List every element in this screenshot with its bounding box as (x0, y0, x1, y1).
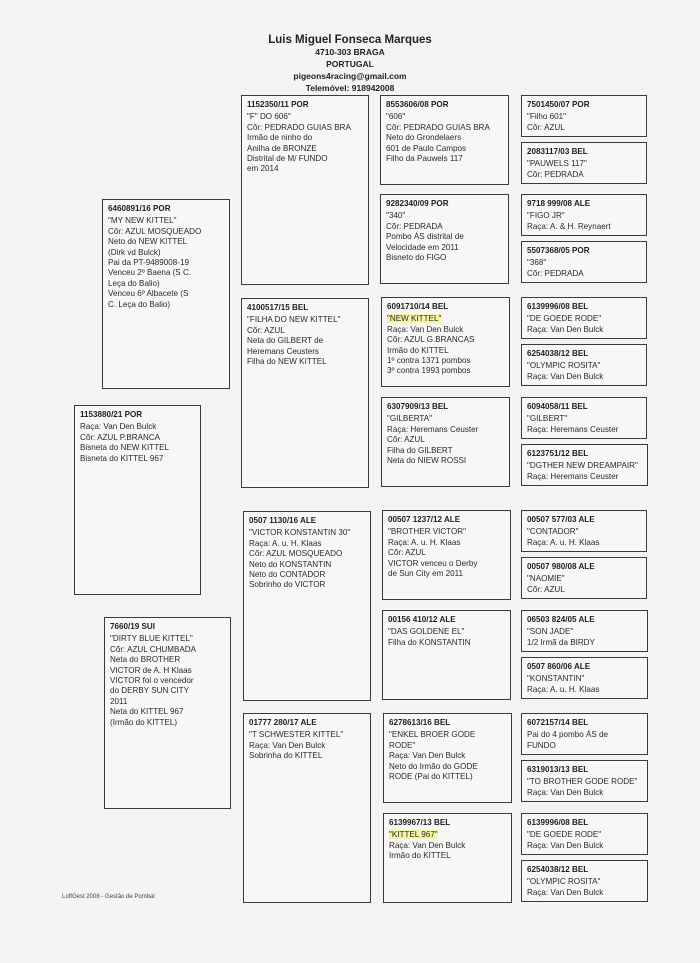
pedigree-line: Venceu 6º Albacete (S (108, 289, 189, 299)
ring-number: 6139996/08 BEL (527, 302, 589, 311)
pedigree-line: Cõr: AZUL G.BRANCAS (387, 335, 475, 345)
ring-number: 6319013/13 BEL (527, 765, 589, 774)
pedigree-line: Pai da PT-9489008-19 (108, 258, 189, 268)
ring-number: 6123751/12 BEL (527, 449, 589, 458)
owner-country: PORTUGAL (326, 59, 374, 69)
pedigree-line: VICTOR venceu o Derby (388, 558, 478, 568)
pedigree-line: "GILBERTA" (387, 414, 433, 424)
pedigree-box-dds (383, 713, 512, 803)
pedigree-line: "368" (527, 258, 547, 268)
ring-number: 0507 1130/16 ALE (249, 516, 317, 525)
ring-number: 6139967/13 BEL (389, 818, 451, 827)
pedigree-line: "BROTHER VICTOR" (388, 527, 466, 537)
ring-number: 4100517/15 BEL (247, 303, 309, 312)
pedigree-box-ddss (521, 713, 648, 755)
ring-number: 7501450/07 POR (527, 100, 590, 109)
pedigree-box-dam-dam (243, 713, 371, 903)
pedigree-line: Cõr: PEDRADO GUIAS BRA (386, 122, 490, 132)
pedigree-line: Cõr: AZUL MOSQUEADO (249, 549, 343, 559)
pedigree-line: Bisneta do KITTEL 967 (80, 453, 164, 463)
pedigree-line: "FILHA DO NEW KITTEL" (247, 315, 341, 325)
pedigree-line: Neta do KITTEL 967 (110, 707, 184, 717)
pedigree-line: "DIRTY BLUE KITTEL" (110, 634, 193, 644)
pedigree-line: Raça: Van Den Bulck (527, 371, 604, 381)
pedigree-line: Neto do KONSTANTIN (249, 559, 332, 569)
pedigree-line: 3º contra 1993 pombos (387, 366, 471, 376)
pedigree-line: em 2014 (247, 164, 279, 174)
pedigree-line: "DE GOEDE RODE" (527, 830, 602, 840)
pedigree-line: Raça: Heremans Ceuster (387, 424, 479, 434)
pedigree-line: "T SCHWESTER KITTEL" (249, 730, 344, 740)
pedigree-line: Raça: Van Den Bulck (80, 422, 157, 432)
pedigree-box-subject (74, 405, 201, 595)
pedigree-line: Raça: A. u. H. Klaas (388, 537, 461, 547)
ring-number: 00156 410/12 ALE (388, 615, 456, 624)
pedigree-line: Cõr: AZUL (527, 122, 565, 132)
pedigree-line: Cõr: AZUL (527, 584, 565, 594)
pedigree-box-dss (382, 510, 511, 600)
pedigree-line: Irmão de ninho do (247, 133, 313, 143)
pedigree-line: Leça do Balio) (108, 278, 160, 288)
ring-number: 6091710/14 BEL (387, 302, 449, 311)
pedigree-line: Heremans Ceusters (247, 346, 319, 356)
pedigree-box-sdd (381, 397, 510, 487)
ring-number: 6278613/16 BEL (389, 718, 451, 727)
ring-number: 00507 980/08 ALE (527, 562, 595, 571)
pedigree-line: Cõr: AZUL (387, 435, 425, 445)
pedigree-line: "FIGO JR" (527, 211, 565, 221)
ring-number: 6254038/12 BEL (527, 349, 589, 358)
pedigree-line: Cõr: PEDRADO GUIAS BRA (247, 122, 351, 132)
pedigree-box-ddsd (521, 760, 648, 802)
ring-number: 6139996/08 BEL (527, 818, 589, 827)
pedigree-line: 1/2 Irmã da BIRDY (527, 637, 595, 647)
pedigree-box-dsds (521, 610, 648, 652)
pedigree-line: Cõr: PEDRADA (527, 169, 584, 179)
pedigree-line: VICTOR foi o vencedor (110, 676, 194, 686)
pedigree-line: Neto do NEW KITTEL (108, 237, 188, 247)
owner-postal: 4710-303 BRAGA (315, 47, 385, 57)
pedigree-box-ssdd (521, 241, 647, 283)
pedigree-line: Raça: A. u. H. Klaas (527, 684, 600, 694)
pedigree-line: Cõr: AZUL (247, 325, 285, 335)
pedigree-line: "DE GOEDE RODE" (527, 314, 602, 324)
pedigree-line: Raça: Van Den Bulck (389, 840, 466, 850)
pedigree-line: Pombo ÁS distrital de (386, 232, 464, 242)
pedigree-box-sds (381, 297, 510, 387)
pedigree-line: Cõr: PEDRADA (527, 268, 584, 278)
pedigree-line: Neta do GILBERT de (247, 336, 324, 346)
pedigree-line: Neta do NIEW ROSSI (387, 456, 467, 466)
pedigree-line: Bisneta do NEW KITTEL (80, 443, 170, 453)
pedigree-line: "F" DO 606" (247, 112, 291, 122)
ring-number: 6072157/14 BEL (527, 718, 589, 727)
pedigree-line: Raça: Van Den Bulck (527, 324, 604, 334)
pedigree-line: "NAOMIE" (527, 574, 565, 584)
pedigree-line: Neto do CONTADOR (249, 570, 326, 580)
pedigree-line: "PAUWELS 117" (527, 159, 587, 169)
pedigree-box-sddd (521, 444, 648, 486)
ring-number: 6460891/16 POR (108, 204, 171, 213)
pedigree-line: Irmão do KITTEL (387, 345, 449, 355)
pedigree-box-ssss (521, 95, 647, 137)
pedigree-line: Sobrinho do VICTOR (249, 580, 326, 590)
pedigree-line: Neto do Irmão do GODE (389, 761, 478, 771)
pedigree-line: Raça: Heremans Ceuster (527, 424, 619, 434)
pedigree-box-ssd (380, 194, 509, 284)
pedigree-line: Cõr: AZUL (388, 548, 426, 558)
pedigree-box-ssds (521, 194, 647, 236)
pedigree-box-sire-sire (241, 95, 369, 285)
pedigree-box-dssd (521, 557, 647, 599)
pedigree-line: Raça: Van Den Bulck (389, 751, 466, 761)
ring-number: 6094058/11 BEL (527, 402, 588, 411)
pedigree-box-sdsd (521, 344, 647, 386)
pedigree-box-ddd (383, 813, 512, 903)
pedigree-line: (Dirk vd Bulck) (108, 247, 161, 257)
pedigree-line: Sobrinha do KITTEL (249, 751, 323, 761)
owner-phone: Telemóvel: 918942008 (305, 83, 395, 93)
pedigree-line: Raça: Van Den Bulck (249, 740, 326, 750)
ring-number: 1152350/11 POR (247, 100, 309, 109)
pedigree-line: 1º contra 1371 pombos (387, 356, 471, 366)
pedigree-line: "Filho 601" (527, 112, 567, 122)
pedigree-line: Raça: Van Den Bulck (527, 887, 604, 897)
pedigree-line: VICTOR de A. H Klaas (110, 665, 192, 675)
pedigree-line: Filha do KONSTANTIN (388, 637, 471, 647)
pedigree-line: Velocidade em 2011 (386, 242, 459, 252)
ring-number: 7660/19 SUI (110, 622, 155, 631)
pedigree-line: C. Leça do Balio) (108, 299, 171, 309)
pedigree-line: Cõr: AZUL MOSQUEADO (108, 226, 202, 236)
ring-number: 00507 577/03 ALE (527, 515, 595, 524)
owner-email: pigeons4racing@gmail.com (293, 71, 407, 81)
pedigree-line: Raça: A. u. H. Klaas (527, 537, 600, 547)
pedigree-line (387, 314, 504, 324)
owner-name: Luis Miguel Fonseca Marques (268, 34, 432, 46)
pedigree-line: Raça: Heremans Ceuster (527, 471, 619, 481)
pedigree-line: Bisneto do FIGO (386, 253, 447, 263)
pedigree-line: Irmão do KITTEL (389, 851, 451, 861)
pedigree-line: de Sun City em 2011 (388, 569, 463, 579)
ring-number: 1153880/21 POR (80, 410, 143, 419)
pedigree-line: "VICTOR KONSTANTIN 30" (249, 528, 351, 538)
pedigree-line: Raça: Van Den Bulck (387, 324, 464, 334)
pedigree-line: Distrital de M/ FUNDO (247, 154, 328, 164)
pedigree-line: Filha do GILBERT (387, 445, 453, 455)
pedigree-box-dsdd (521, 657, 648, 699)
footer-software: LoftGest 2008 - Gestão de Pombal (62, 894, 155, 900)
pedigree-line: RODE" (389, 740, 416, 750)
highlighted-name: "KITTEL 967" (389, 830, 438, 840)
pedigree-box-sssd (521, 142, 647, 184)
pedigree-line: Raça: A. u. H. Klaas (249, 538, 322, 548)
pedigree-line: Anilha de BRONZE (247, 143, 317, 153)
pedigree-line: Cõr: PEDRADA (386, 221, 443, 231)
highlighted-name: "NEW KITTEL" (387, 314, 442, 324)
pedigree-box-dsss (521, 510, 647, 552)
pedigree-line: "DAS GOLDENE EL" (388, 627, 465, 637)
pedigree-line: Cõr: AZUL CHUMBADA (110, 644, 197, 654)
pedigree-line: "OLYMPIC ROSITA" (527, 877, 601, 887)
pedigree-box-sss (380, 95, 509, 185)
pedigree-box-sdds (521, 397, 647, 439)
pedigree-box-sire-dam (241, 298, 369, 488)
ring-number: 9282340/09 POR (386, 199, 449, 208)
pedigree-line: 601 de Paulo Campos (386, 143, 467, 153)
pedigree-line: "ENKEL BROER GODE (389, 730, 476, 740)
pedigree-line: RODE (Pai do KITTEL) (389, 772, 473, 782)
pedigree-box-sire (102, 199, 230, 389)
pedigree-line: FUNDO (527, 740, 556, 750)
pedigree-line: "CONTADOR" (527, 527, 579, 537)
pedigree-line: "DGTHER NEW DREAMPAIR" (527, 461, 638, 471)
ring-number: 0507 860/06 ALE (527, 662, 591, 671)
pedigree-line: Raça: Van Den Bulck (527, 840, 604, 850)
pedigree-line: "340" (386, 211, 406, 221)
pedigree-line: Raça: A. & H. Reynaert (527, 221, 611, 231)
pedigree-line: Cõr: AZUL P.BRANCA (80, 432, 161, 442)
pedigree-line: (Irmão do KITTEL) (110, 717, 178, 727)
pedigree-box-dam-sire (243, 511, 371, 701)
pedigree-line: "606" (386, 112, 406, 122)
pedigree-line: do DERBY SUN CITY (110, 686, 190, 696)
pedigree-line: Raça: Van Den Bulck (527, 787, 604, 797)
ring-number: 5507368/05 POR (527, 246, 590, 255)
ring-number: 8553606/08 POR (386, 100, 449, 109)
pedigree-line: "TO BROTHER GODE RODE" (527, 777, 638, 787)
pedigree-line: "SON JADE" (527, 627, 574, 637)
pedigree-line (389, 830, 506, 840)
pedigree-line: Neta do BROTHER (110, 655, 181, 665)
pedigree-line: Neto do Grondelaers (386, 133, 462, 143)
ring-number: 06503 824/05 ALE (527, 615, 595, 624)
pedigree-box-sdss (521, 297, 647, 339)
pedigree-line: "GILBERT" (527, 414, 568, 424)
ring-number: 6254038/12 BEL (527, 865, 589, 874)
pedigree-line: Filho da Pauwels 117 (386, 154, 463, 164)
ring-number: 01777 280/17 ALE (249, 718, 317, 727)
pedigree-line: Filha do NEW KITTEL (247, 357, 327, 367)
pedigree-box-dsd (382, 610, 511, 700)
ring-number: 9718 999/08 ALE (527, 199, 591, 208)
ring-number: 00507 1237/12 ALE (388, 515, 461, 524)
pedigree-line: "MY NEW KITTEL" (108, 216, 177, 226)
pedigree-box-dam (104, 617, 231, 809)
pedigree-box-dddd (521, 860, 648, 902)
pedigree-line: "KONSTANTIN" (527, 674, 585, 684)
ring-number: 6307909/13 BEL (387, 402, 449, 411)
pedigree-line: Venceu 2º Baena (S C. (108, 268, 192, 278)
pedigree-box-ddds (521, 813, 648, 855)
ring-number: 2083117/03 BEL (527, 147, 588, 156)
pedigree-line: 2011 (110, 696, 128, 706)
pedigree-line: Pai do 4 pombo ÁS de (527, 730, 608, 740)
pedigree-line: "OLYMPIC ROSITA" (527, 361, 601, 371)
